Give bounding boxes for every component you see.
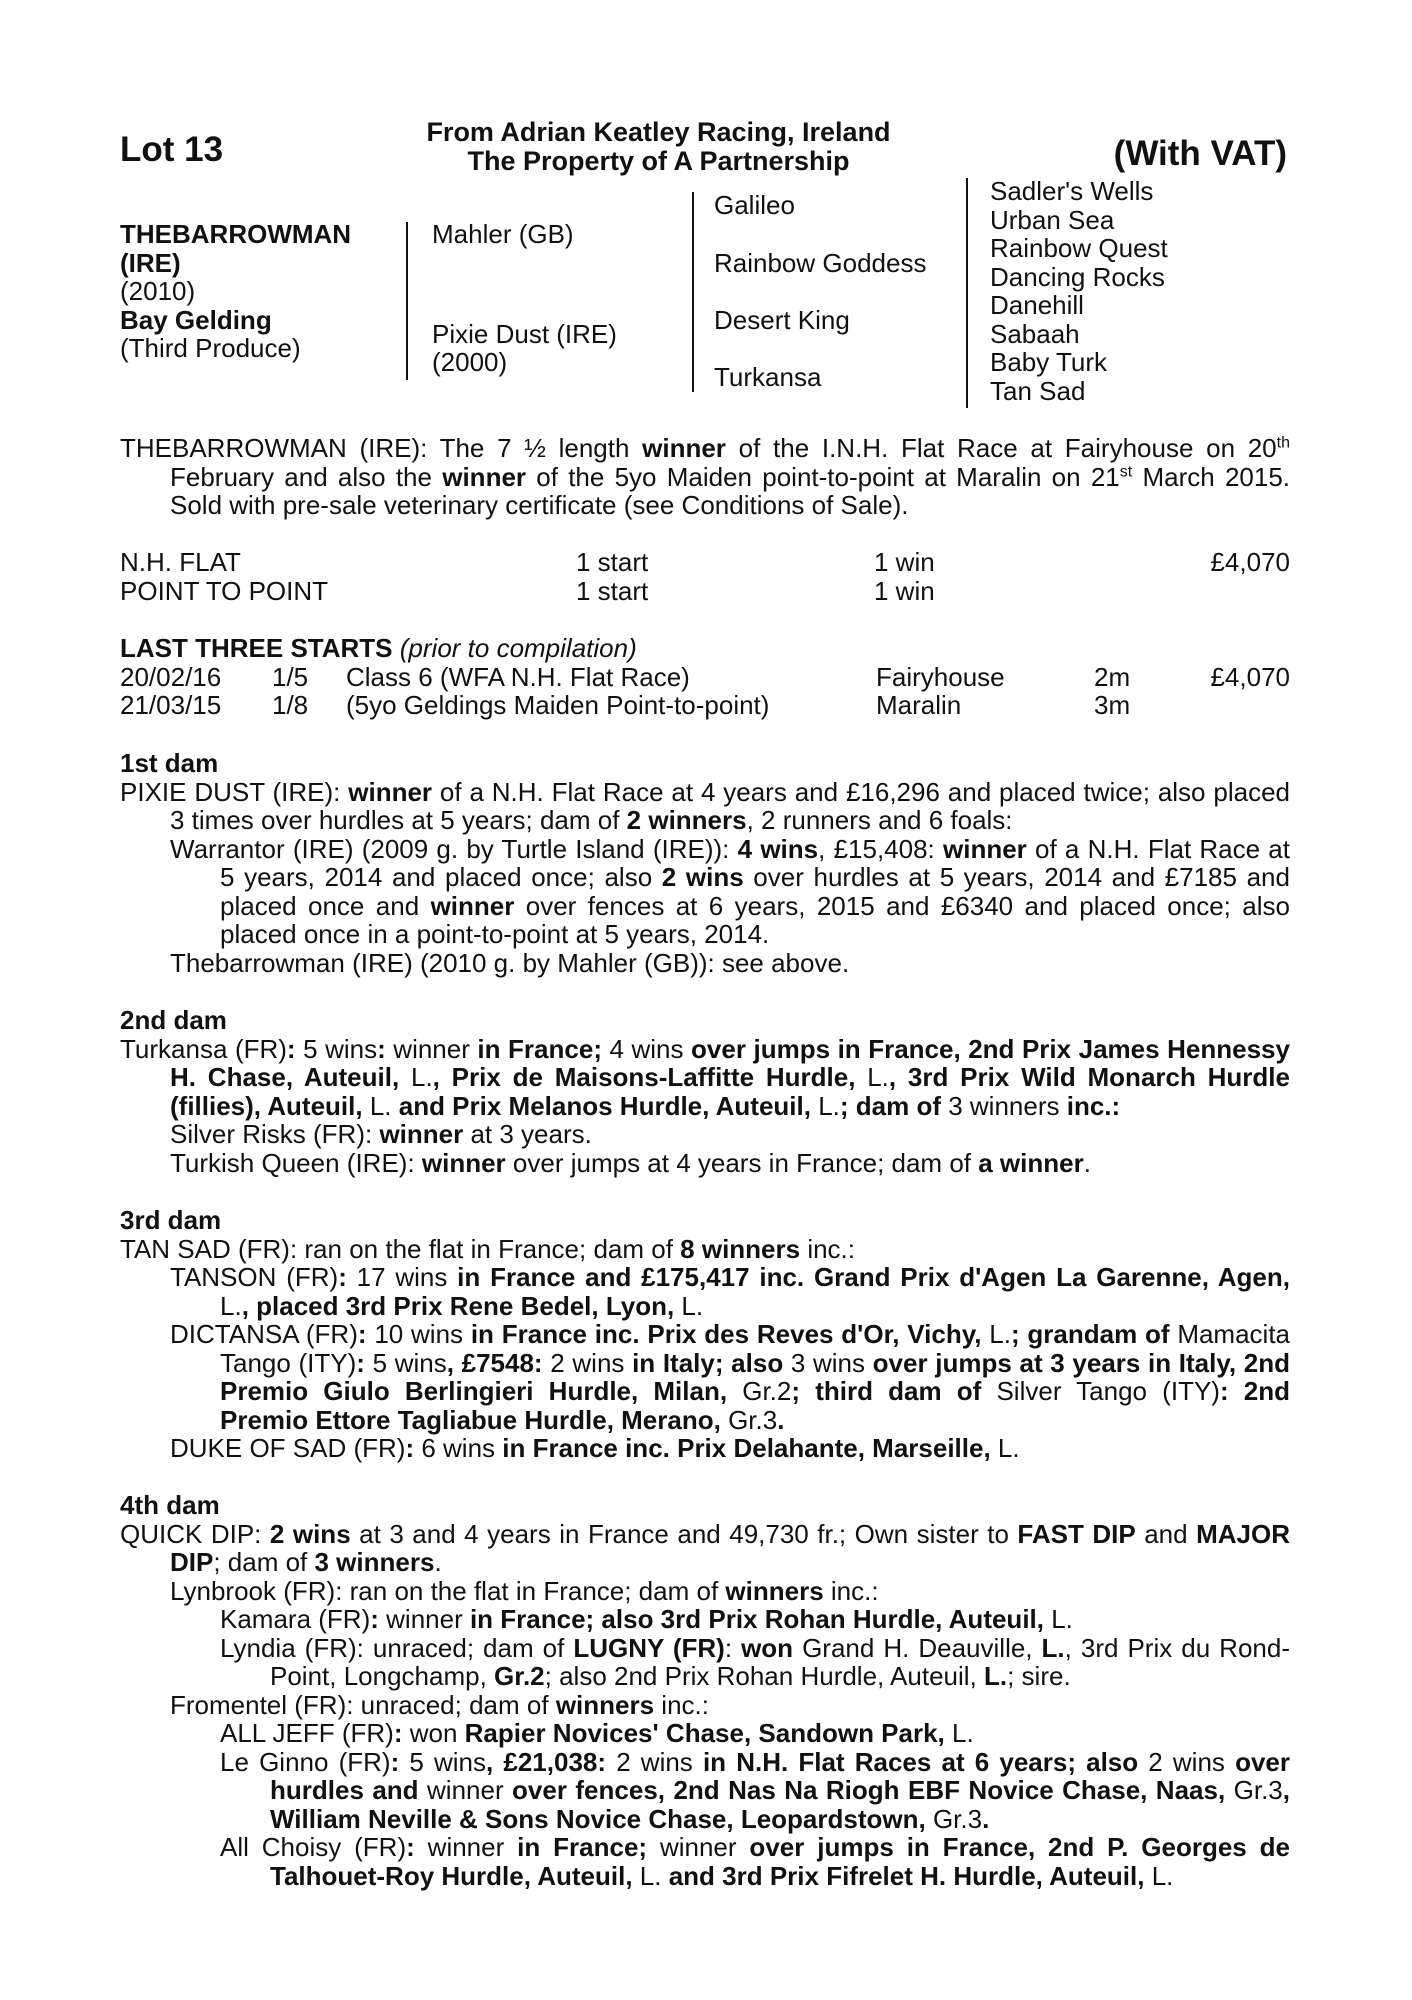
dam-paragraph: QUICK DIP: 2 wins at 3 and 4 years in France and 49,730 fr.; Own sister to FAST DIP and MAJOR DIP; dam of 3 winners.: [120, 1518, 1290, 1577]
grandsire-2: Desert King: [714, 305, 850, 335]
granddam-1: Rainbow Goddess: [714, 248, 927, 278]
ggp-7: Baby Turk: [990, 347, 1108, 377]
first-dam-section: [120, 749, 1290, 977]
ggp-3: Rainbow Quest: [990, 233, 1168, 263]
dam-paragraph: PIXIE DUST (IRE): winner of a N.H. Flat Race at 4 years and £16,296 and placed twice; also placed 3 times over hurdles at 5 years; dam of 2 winners, 2 runners and 6 foals:: [120, 776, 1290, 835]
third-dam-section: [120, 1206, 1290, 1463]
horse-year: (2010): [120, 276, 196, 306]
horse-country: (IRE): [120, 247, 181, 278]
dam-year: (2000): [432, 347, 508, 377]
record-row: POINT TO POINT 1 start 1 win: [120, 575, 935, 606]
second-dam-section: [120, 1006, 1290, 1177]
horse-produce: (Third Produce): [120, 333, 301, 363]
start-row: 20/02/16 1/5 Class 6 (WFA N.H. Flat Race) Fairyhouse 2m £4,070: [120, 661, 1290, 692]
horse-info: [120, 220, 351, 363]
progeny-paragraph: TANSON (FR): 17 wins in France and £175,417 inc. Grand Prix d'Agen La Garenne, Agen, L., placed 3rd Prix Rene Bedel, Lyon, L.: [170, 1262, 1290, 1321]
horse-sex: Bay Gelding: [120, 304, 272, 335]
progeny-paragraph: DICTANSA (FR): 10 wins in France inc. Prix des Reves d'Or, Vichy, L.; grandam of Mamacita Tango (ITY): 5 wins, £7548: 2 wins in Italy; also 3 wins over jumps at 3 years in Italy, 2nd Premio Giulo Berlingieri Hurdle, Milan, Gr.2; third dam of Silver Tango (ITY): 2nd Premio Ettore Tagliabue Hurdle, Merano, Gr.3.: [170, 1319, 1291, 1435]
section-title: 3rd dam: [120, 1205, 222, 1235]
summary-paragraph: THEBARROWMAN (IRE): The 7 ½ length winner of the I.N.H. Flat Race at Fairyhouse on 20th February and also the winner of the 5yo Maiden point-to-point at Maralin on 21st March 2015. Sold with pre-sale veterinary certificate (see Conditions of Sale).: [120, 433, 1291, 520]
progeny-paragraph: Kamara (FR): winner in France; also 3rd Prix Rohan Hurdle, Auteuil, L.: [220, 1604, 1073, 1634]
ggp-6: Sabaah: [990, 318, 1080, 349]
fourth-dam-section: [120, 1491, 1290, 1890]
ggp-4: Dancing Rocks: [990, 261, 1165, 292]
sire-name: Mahler (GB): [432, 219, 574, 249]
progeny-paragraph: DUKE OF SAD (FR): 6 wins in France inc. Prix Delahante, Marseille, L.: [170, 1433, 1020, 1463]
progeny-paragraph: Fromentel (FR): unraced; dam of winners inc.:: [170, 1689, 709, 1720]
progeny-paragraph: Le Ginno (FR): 5 wins, £21,038: 2 wins in N.H. Flat Races at 6 years; also 2 wins over hurdles and winner over fences, 2nd Nas Na Riogh EBF Novice Chase, Naas, Gr.3, William Neville & Sons Novice Chase, Leopardstown, Gr.3.: [220, 1746, 1290, 1834]
section-title: 1st dam: [120, 748, 219, 778]
pedigree-divider-3: [966, 178, 968, 408]
pedigree-divider-2: [692, 192, 694, 392]
ggp-2: Urban Sea: [990, 204, 1115, 235]
dam-paragraph: Turkansa (FR): 5 wins: winner in France; 4 wins over jumps in France, 2nd Prix James Hennessy H. Chase, Auteuil, L., Prix de Maisons-Laffitte Hurdle, L., 3rd Prix Wild Monarch Hurdle (fillies), Auteuil, L. and Prix Melanos Hurdle, Auteuil, L.; dam of 3 winners inc.:: [120, 1033, 1290, 1121]
ggp-8: Tan Sad: [990, 375, 1086, 406]
dam-name: Pixie Dust (IRE): [432, 319, 617, 349]
progeny-paragraph: Lynbrook (FR): ran on the flat in France; dam of winners inc.:: [170, 1575, 879, 1606]
progeny-paragraph: Lyndia (FR): unraced; dam of LUGNY (FR): won Grand H. Deauville, L., 3rd Prix du Rond-Point, Longchamp, Gr.2; also 2nd Prix Rohan Hurdle, Auteuil, L.; sire.: [220, 1632, 1290, 1691]
progeny-paragraph: Silver Risks (FR): winner at 3 years.: [170, 1119, 592, 1149]
progeny-paragraph: ALL JEFF (FR): won Rapier Novices' Chase, Sandown Park, L.: [220, 1718, 974, 1748]
ggp-5: Danehill: [990, 290, 1084, 320]
last-starts: [120, 634, 1290, 720]
progeny-paragraph: Thebarrowman (IRE) (2010 g. by Mahler (GB)): see above.: [170, 947, 850, 978]
granddam-2: Turkansa: [714, 362, 822, 392]
progeny-paragraph: Turkish Queen (IRE): winner over jumps at 4 years in France; dam of a winner.: [170, 1147, 1091, 1178]
record-row: N.H. FLAT 1 start 1 win £4,070: [120, 547, 1290, 577]
ggp-1: Sadler's Wells: [990, 176, 1154, 206]
grandsire-1: Galileo: [714, 190, 795, 220]
section-title: 2nd dam: [120, 1005, 227, 1035]
from-line: From Adrian Keatley Racing, Ireland: [426, 117, 891, 147]
last-starts-heading: LAST THREE STARTS (prior to compilation): [120, 633, 637, 663]
property-line: The Property of A Partnership: [467, 146, 850, 176]
horse-name: THEBARROWMAN: [120, 219, 352, 249]
lot-number: Lot 13: [120, 130, 224, 169]
great-grandparents: [990, 177, 1168, 405]
race-record: [120, 548, 1290, 605]
start-row: 21/03/15 1/8 (5yo Geldings Maiden Point-to-point) Maralin 3m: [120, 690, 1131, 720]
progeny-paragraph: Warrantor (IRE) (2009 g. by Turtle Island (IRE)): 4 wins, £15,408: winner of a N.H. Flat Race at 5 years, 2014 and placed once; also 2 wins over hurdles at 5 years, 2014 and £7185 and placed once and winner over fences at 6 years, 2015 and £6340 and placed once; also placed once in a point-to-point at 5 years, 2014.: [170, 833, 1290, 949]
vat-label: (With VAT): [1113, 134, 1287, 173]
pedigree-divider-1: [406, 222, 408, 380]
dam-paragraph: TAN SAD (FR): ran on the flat in France; dam of 8 winners inc.:: [120, 1233, 856, 1264]
progeny-paragraph: All Choisy (FR): winner in France; winner over jumps in France, 2nd P. Georges de Talhouet-Roy Hurdle, Auteuil, L. and 3rd Prix Fifrelet H. Hurdle, Auteuil, L.: [220, 1832, 1290, 1891]
section-title: 4th dam: [120, 1490, 220, 1520]
